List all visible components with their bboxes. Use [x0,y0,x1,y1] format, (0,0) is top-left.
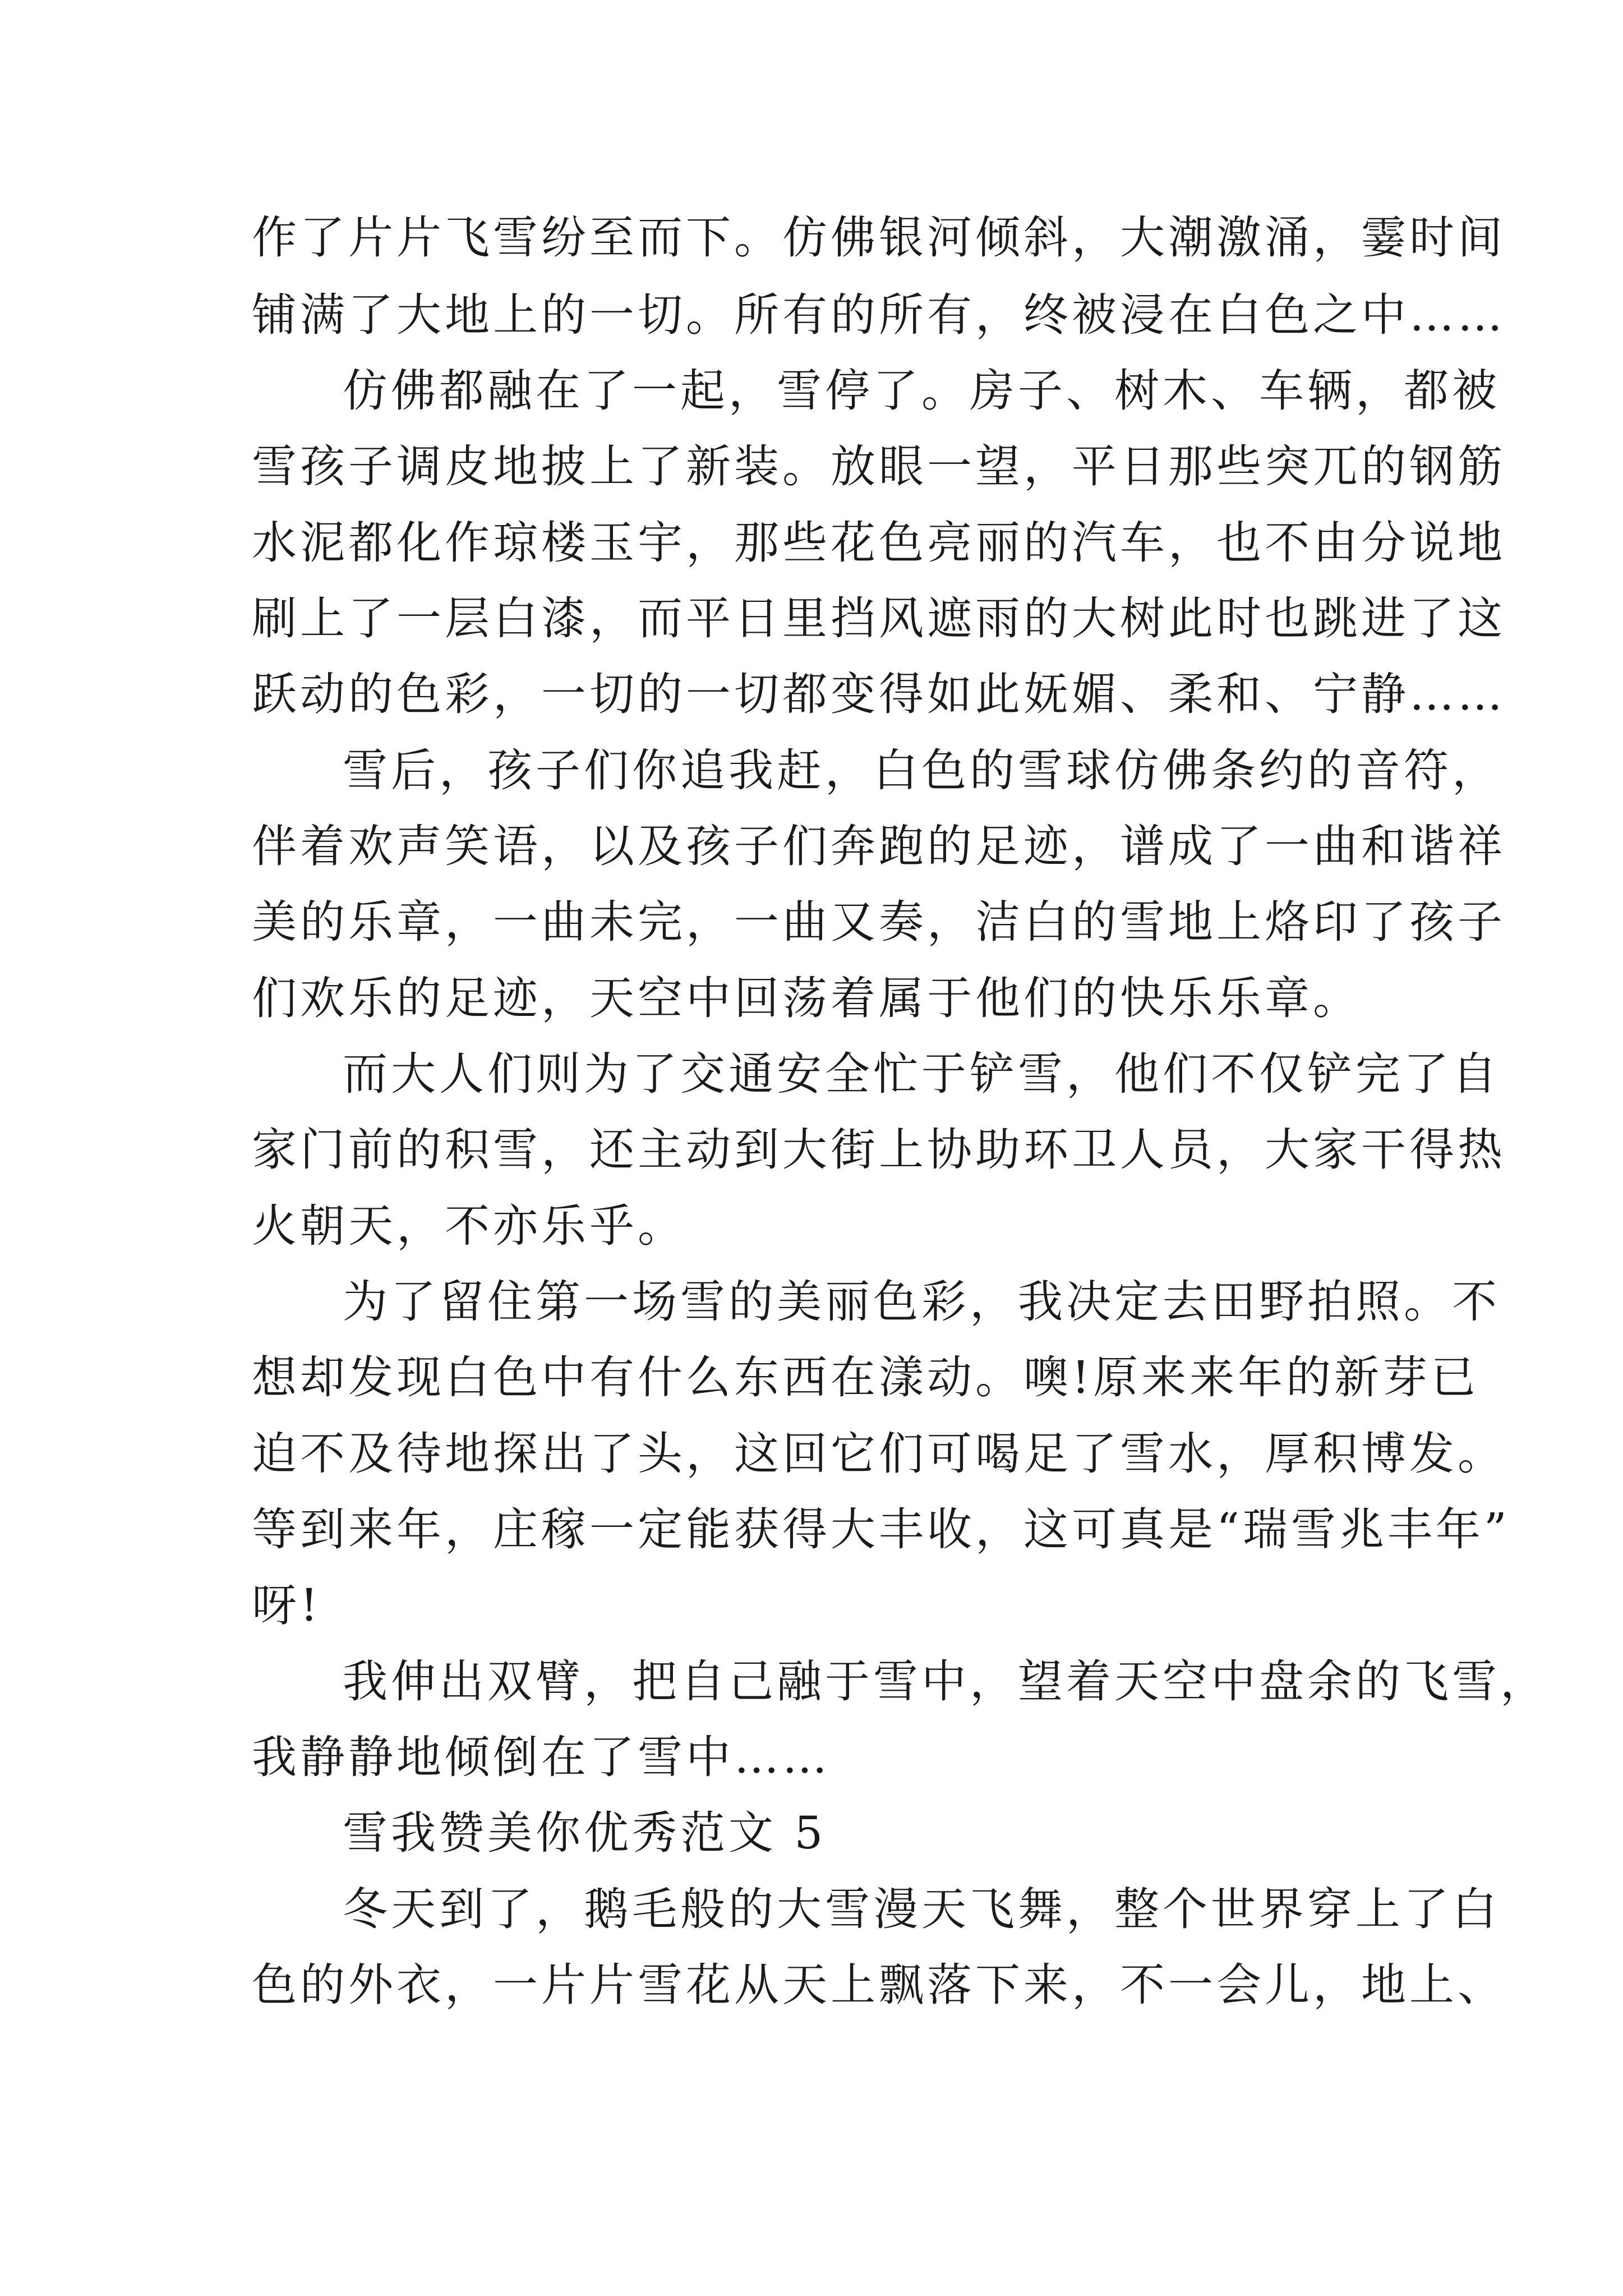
text-line: 等到来年，庄稼一定能获得大丰收，这可真是“瑞雪兆丰年” [252,1503,1510,1556]
text-line: 们欢乐的足迹，天空中回荡着属于他们的快乐乐章。 [252,972,1361,1024]
paragraph-start-line: 冬天到了，鹅毛般的大雪漫天飞舞，整个世界穿上了白 [343,1883,1500,1935]
text-line: 想却发现白色中有什么东西在漾动。噢!原来来年的新芽已 [252,1351,1479,1404]
text-line: 水泥都化作琼楼玉宇，那些花色亮丽的汽车，也不由分说地 [252,517,1506,569]
text-line: 铺满了大地上的一切。所有的所有，终被浸在白色之中…… [252,289,1506,341]
paragraph-start-line: 仿佛都融在了一起，雪停了。房子、树木、车辆，都被 [343,365,1500,417]
text-line: 我静静地倾倒在了雪中…… [252,1731,831,1783]
section-heading: 雪我赞美你优秀范文 5 [343,1807,827,1859]
text-line: 跃动的色彩，一切的一切都变得如此妩媚、柔和、宁静…… [252,668,1506,720]
text-line: 刷上了一层白漆，而平日里挡风遮雨的大树此时也跳进了这 [252,592,1506,645]
paragraph-start-line: 为了留住第一场雪的美丽色彩，我决定去田野拍照。不 [343,1276,1500,1328]
text-line: 家门前的积雪，还主动到大街上协助环卫人员，大家干得热 [252,1124,1506,1176]
text-line: 迫不及待地探出了头，这回它们可喝足了雪水，厚积博发。 [252,1428,1506,1480]
paragraph-start-line: 我伸出双臂，把自己融于雪中，望着天空中盘余的飞雪， [343,1655,1548,1708]
text-line: 伴着欢声笑语，以及孩子们奔跑的足迹，谱成了一曲和谐祥 [252,820,1506,872]
text-line: 雪孩子调皮地披上了新装。放眼一望，平日那些突兀的钢筋 [252,440,1506,493]
text-line: 火朝天，不亦乐乎。 [252,1200,686,1252]
text-line: 呀! [252,1579,322,1631]
text-line: 美的乐章，一曲未完，一曲又奏，洁白的雪地上烙印了孩子 [252,896,1506,948]
text-line: 色的外衣，一片片雪花从天上飘落下来，不一会儿，地上、 [252,1959,1506,2011]
paragraph-start-line: 雪后，孩子们你追我赶，白色的雪球仿佛条约的音符， [343,744,1500,797]
text-line: 作了片片飞雪纷至而下。仿佛银河倾斜，大潮激涌，霎时间 [252,211,1506,264]
paragraph-start-line: 而大人们则为了交通安全忙于铲雪，他们不仅铲完了自 [343,1048,1500,1100]
